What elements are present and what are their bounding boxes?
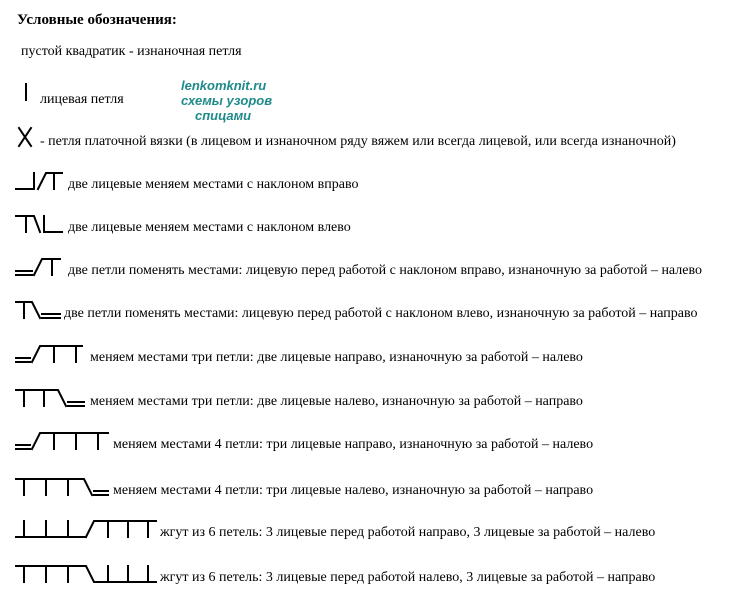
cable-6-right-icon [0,515,160,545]
legend-text: меняем местами три петли: две лицевые направо, изнаночную за работой – налево [90,350,583,365]
legend-row-cross-4-right [0,427,747,457]
legend-text: лицевая петля [40,92,124,107]
legend-row-cross-2-left [0,210,747,240]
legend-text: - петля платочной вязки (в лицевом и изнаночном ряду вяжем или всегда лицевой, или всегда изнаночной) [40,134,676,149]
legend-row-cable-6-left [0,560,747,590]
watermark-line: спицами [195,108,252,123]
legend-row-purl [0,38,747,68]
legend-row-garter [0,124,747,154]
legend-text: жгут из 6 петель: 3 лицевые перед работой налево, 3 лицевые за работой – направо [160,570,656,585]
legend-text: меняем местами три петли: две лицевые налево, изнаночную за работой – направо [90,394,583,409]
legend-row-cross-2-purl-right [0,253,747,283]
legend-row-cross-2-purl-left [0,296,747,326]
legend-row-cross-2-right [0,167,747,197]
watermark-line: lenkomknit.ru [181,78,267,93]
legend-text: меняем местами 4 петли: три лицевые налево, изнаночную за работой – направо [113,483,594,498]
legend-row-cross-3-left [0,384,747,414]
legend-text: жгут из 6 петель: 3 лицевые перед работой направо, 3 лицевые за работой – налево [160,525,656,540]
legend-text: две петли поменять местами: лицевую перед работой с наклоном вправо, изнаночную за работой – налево [68,263,702,278]
watermark-line: схемы узоров [181,93,273,108]
legend-row-knit [0,82,747,112]
cable-6-left-icon [0,560,160,590]
legend-row-cable-6-right [0,515,747,545]
cross-4-left-icon [0,473,120,503]
legend-row-cross-4-left [0,473,747,503]
legend-title: Условные обозначения: [17,12,177,28]
cross-3-left-icon [0,384,100,414]
cross-4-right-icon [0,427,120,457]
legend-text: пустой квадратик - изнаночная петля [21,44,242,59]
cross-3-right-icon [0,340,100,370]
legend-text: две лицевые меняем местами с наклоном влево [68,220,351,235]
legend-text: меняем местами 4 петли: три лицевые направо, изнаночную за работой – налево [113,437,594,452]
legend-row-cross-3-right [0,340,747,370]
legend-text: две лицевые меняем местами с наклоном вправо [68,177,359,192]
legend-text: две петли поменять местами: лицевую перед работой с наклоном влево, изнаночную за работой – направо [64,306,698,321]
